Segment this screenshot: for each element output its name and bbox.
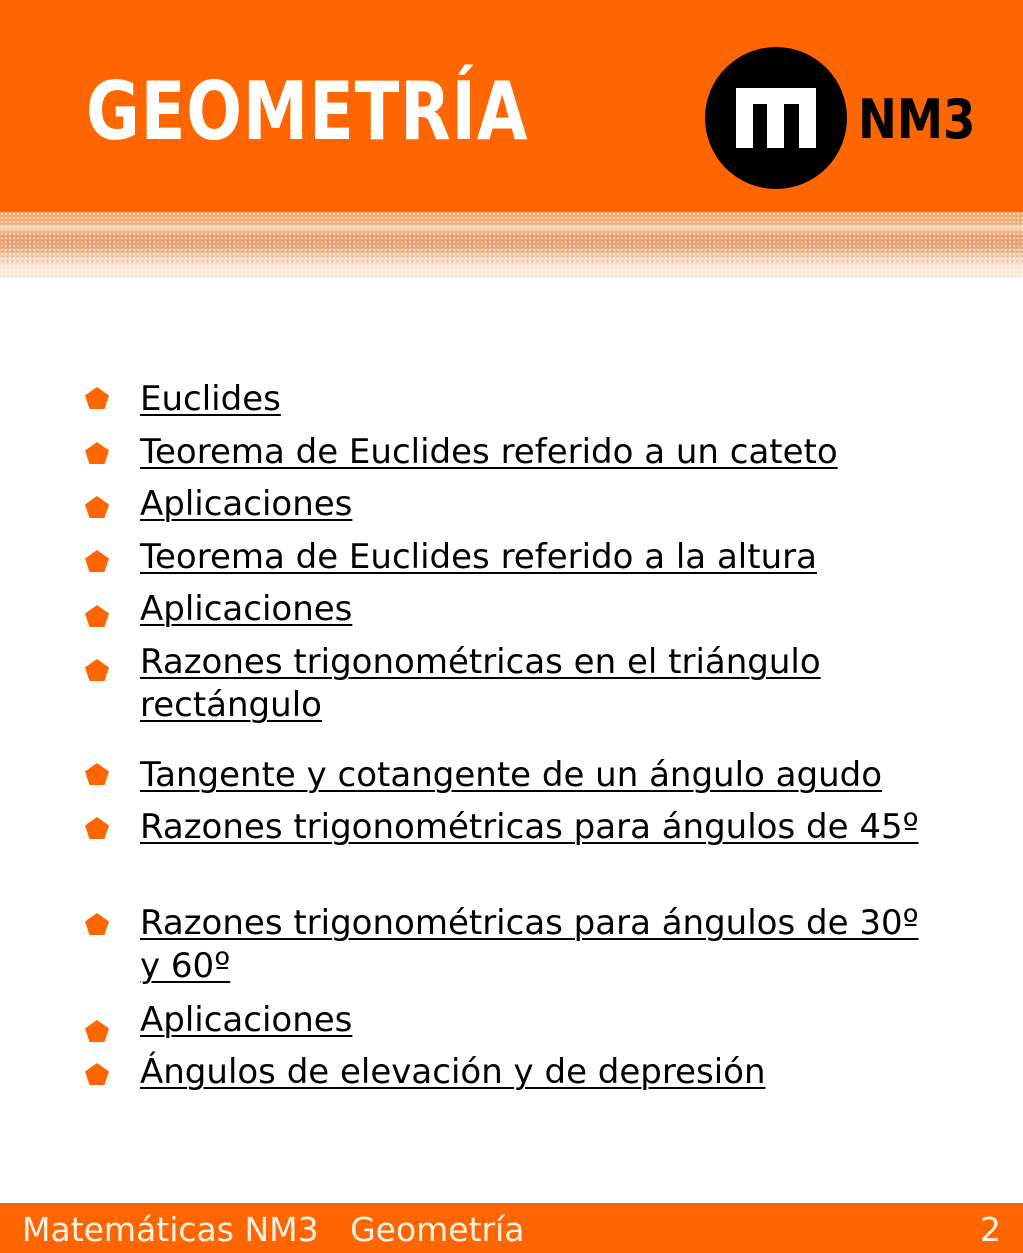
orange-pentagon-icon <box>84 549 110 573</box>
orange-pentagon-icon <box>84 762 110 786</box>
orange-pentagon-icon <box>84 441 110 465</box>
topic-link[interactable]: Aplicaciones <box>140 1000 353 1040</box>
orange-pentagon-icon <box>84 1062 110 1086</box>
topic-link[interactable]: Aplicaciones <box>140 484 353 524</box>
topic-link[interactable]: Tangente y cotangente de un ángulo agudo <box>140 755 883 795</box>
page-title: GEOMETRÍA <box>86 65 529 158</box>
orange-pentagon-icon <box>84 604 110 628</box>
topic-link[interactable]: Razones trigonométricas en el triángulo rectángulo <box>140 642 821 725</box>
header-banner <box>0 0 1023 212</box>
orange-pentagon-icon <box>84 816 110 840</box>
topic-link[interactable]: Ángulos de elevación y de depresión <box>140 1052 766 1092</box>
topic-link[interactable]: Razones trigonométricas para ángulos de 30º y 60º <box>140 903 919 986</box>
topic-link[interactable]: Teorema de Euclides referido a la altura <box>140 537 817 577</box>
page-number: 2 <box>980 1210 1001 1249</box>
orange-pentagon-icon <box>84 386 110 410</box>
decorative-band <box>0 212 1023 278</box>
topic-link[interactable]: Razones trigonométricas para ángulos de 45º <box>140 807 919 847</box>
orange-pentagon-icon <box>84 1019 110 1043</box>
m-logo-icon <box>705 47 847 189</box>
orange-pentagon-icon <box>84 658 110 682</box>
logo-level-text: NM3 <box>858 88 976 151</box>
footer-course-text: Matemáticas NM3 Geometría <box>22 1210 525 1249</box>
topic-link[interactable]: Aplicaciones <box>140 589 353 629</box>
orange-pentagon-icon <box>84 912 110 936</box>
topic-link[interactable]: Euclides <box>140 379 281 419</box>
footer-bar <box>0 1203 1023 1253</box>
topic-link[interactable]: Teorema de Euclides referido a un cateto <box>140 432 838 472</box>
orange-pentagon-icon <box>84 495 110 519</box>
